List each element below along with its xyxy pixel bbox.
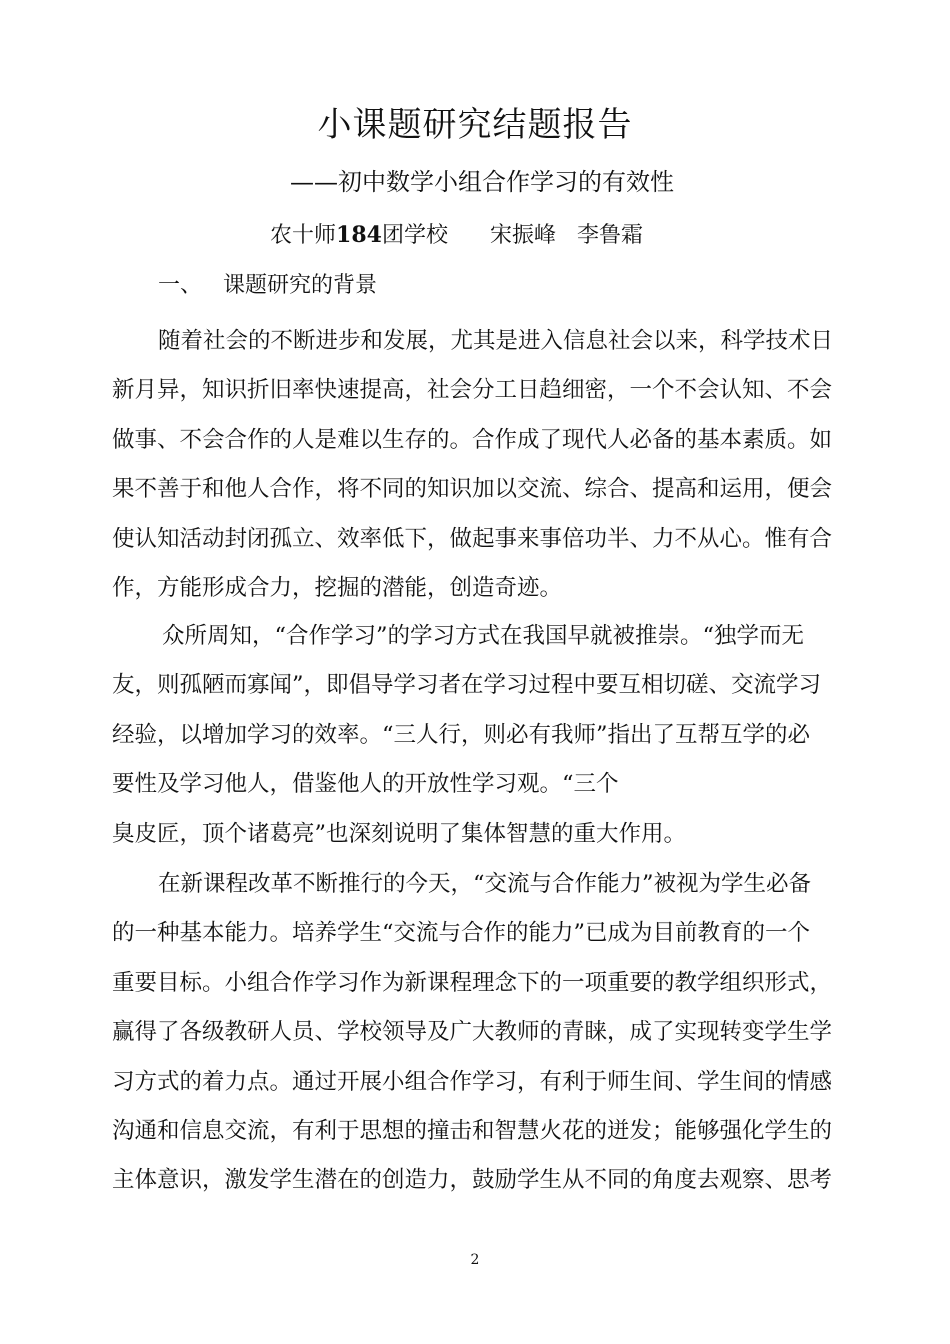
paragraph-line: 友，则孤陋而寡闻”，即倡导学习者在学习过程中要互相切磋、交流学习 [112, 672, 822, 699]
section-heading [158, 266, 377, 306]
paragraph-line: 新月异，知识折旧率快速提高，社会分工日趋细密，一个不会认知、不会 [112, 377, 833, 404]
author-name-1: 宋振峰 [489, 223, 556, 248]
paragraph-line: 重要目标。小组合作学习作为新课程理念下的一项重要的教学组织形式， [112, 969, 833, 996]
paragraph-background-2 [112, 612, 842, 859]
author-name-2: 李鲁霜 [576, 223, 643, 248]
report-subtitle: ——初中数学小组合作学习的有效性 [290, 168, 674, 196]
paragraph-background-3 [112, 860, 842, 1206]
paragraph-background-1 [112, 317, 842, 613]
school-prefix: 农十师 [270, 223, 337, 248]
author-line [270, 215, 643, 256]
paragraph-line: 的一种基本能力。培养学生“交流与合作的能力”已成为目前教育的一个 [112, 920, 811, 947]
section-title: 课题研究的背景 [223, 273, 378, 298]
paragraph-line: 习方式的着力点。通过开展小组合作学习，有利于师生间、学生间的情感 [112, 1068, 833, 1095]
paragraph-line: 众所周知，“合作学习”的学习方式在我国早就被推崇。“独学而无 [162, 623, 805, 649]
paragraph-line: 做事、不会合作的人是难以生存的。合作成了现代人必备的基本素质。如 [112, 426, 833, 453]
paragraph-line: 在新课程改革不断推行的今天，“交流与合作能力”被视为学生必备 [158, 871, 812, 897]
paragraph-line: 经验，以增加学习的效率。“三人行，则必有我师”指出了互帮互学的必 [112, 721, 811, 748]
paragraph-line: 赢得了各级教研人员、学校领导及广大教师的青睐，成了实现转变学生学 [112, 1019, 833, 1046]
paragraph-line: 沟通和信息交流，有利于思想的撞击和智慧火花的迸发；能够强化学生的 [112, 1117, 833, 1144]
paragraph-line: 果不善于和他人合作，将不同的知识加以交流、综合、提高和运用，便会 [112, 476, 833, 503]
school-number: 184 [336, 222, 382, 248]
paragraph-line: 作，方能形成合力，挖掘的潜能，创造奇迹。 [112, 574, 563, 601]
paragraph-line: 随着社会的不断进步和发展，尤其是进入信息社会以来，科学技术日 [158, 328, 834, 354]
paragraph-line: 主体意识，激发学生潜在的创造力，鼓励学生从不同的角度去观察、思考 [112, 1167, 833, 1194]
paragraph-line: 使认知活动封闭孤立、效率低下，做起事来事倍功半、力不从心。惟有合 [112, 525, 833, 552]
page-number: 2 [470, 1252, 480, 1268]
paragraph-line: 要性及学习他人，借鉴他人的开放性学习观。“三个 [112, 771, 619, 798]
section-number: 一、 [158, 273, 203, 298]
school-suffix: 团学校 [381, 223, 448, 248]
paragraph-line: 臭皮匠，顶个诸葛亮”也深刻说明了集体智慧的重大作用。 [112, 820, 687, 847]
report-title: 小课题研究结题报告 [317, 105, 633, 145]
